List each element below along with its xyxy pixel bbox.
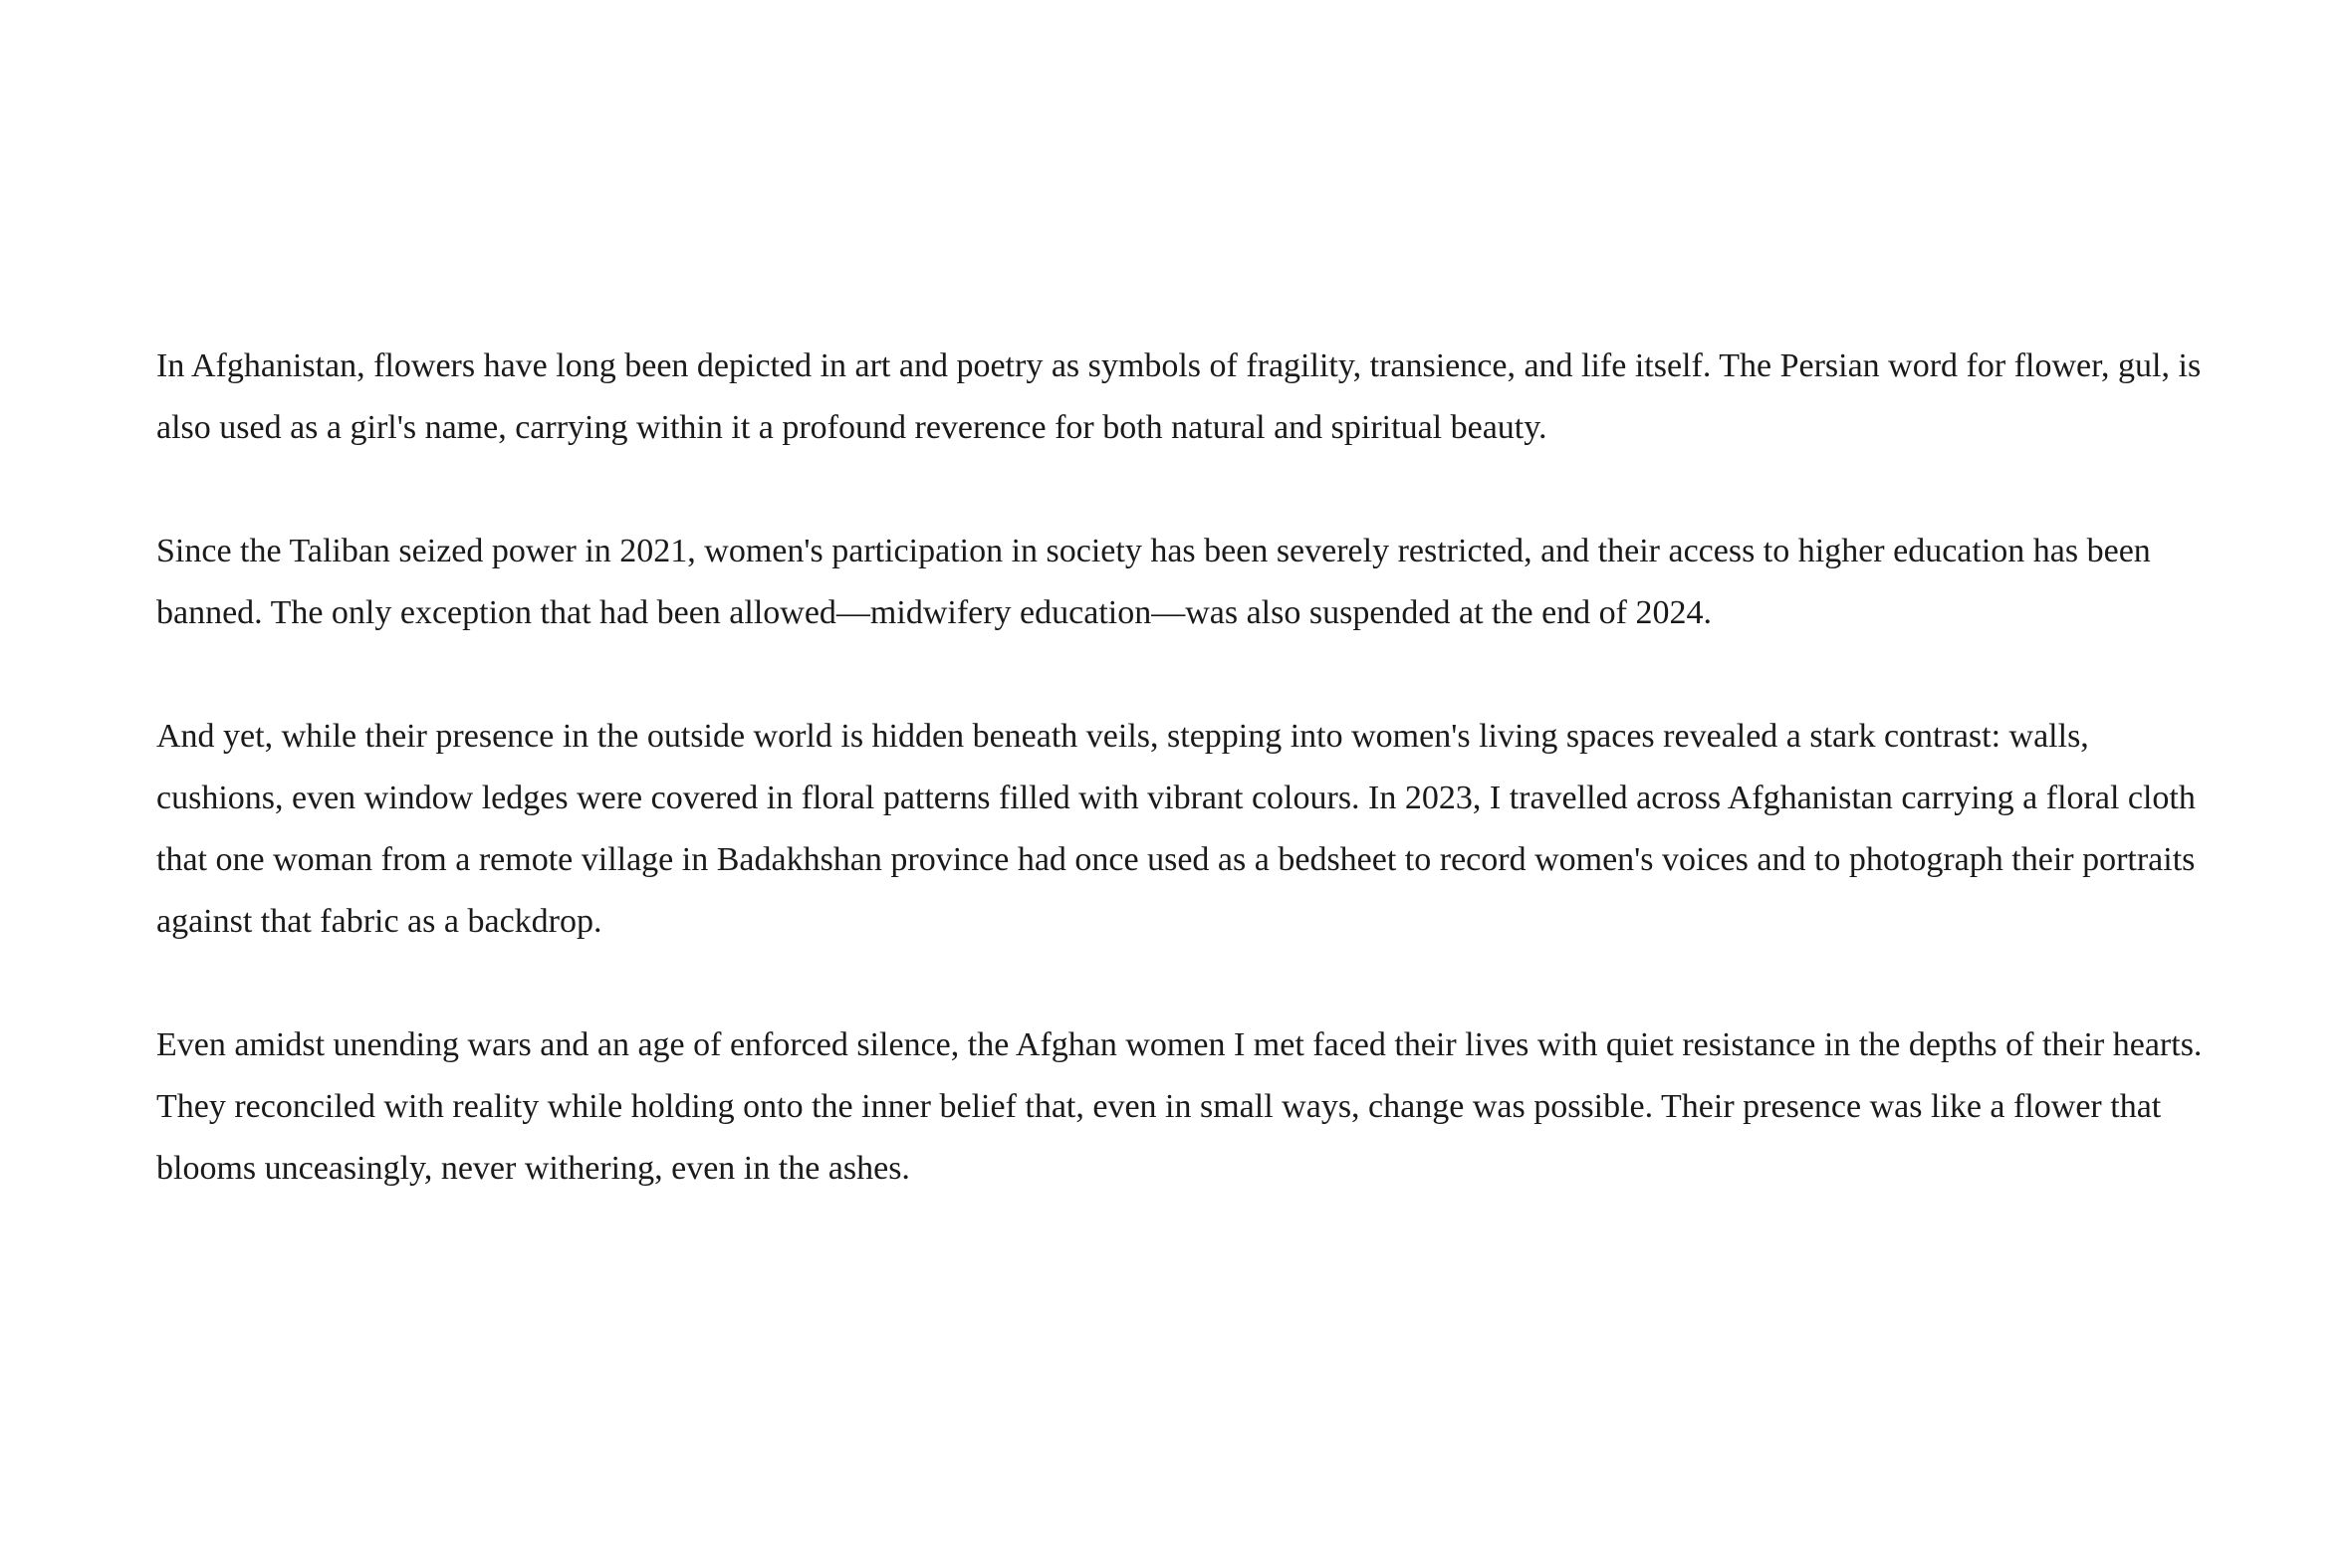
- body-text: [156, 336, 2218, 1200]
- paragraph-flowers-symbolism: In Afghanistan, flowers have long been depicted in art and poetry as symbols of fragility, transience, and life itself. The Persian word for flower, gul, is also used as a girl's name, carrying within it a profound reverence for both natural and spiritual beauty.: [156, 347, 2202, 446]
- paragraph-taliban-restrictions: Since the Taliban seized power in 2021, women's participation in society has been severely restricted, and their access to higher education has been banned. The only exception that had been allowed—midwifery education—was also suspended at the end of 2024.: [156, 533, 2151, 631]
- paragraph-floral-cloth-project: And yet, while their presence in the outside world is hidden beneath veils, stepping into women's living spaces revealed a stark contrast: walls, cushions, even window ledges were covered in floral patterns filled with vibrant colours. In 2023, I travelled across Afghanistan carrying a floral cloth that one woman from a remote village in Badakhshan province had once used as a bedsheet to record women's voices and to photograph their portraits against that fabric as a backdrop.: [156, 718, 2196, 940]
- paragraph-quiet-resistance: Even amidst unending wars and an age of enforced silence, the Afghan women I met faced their lives with quiet resistance in the depths of their hearts. They reconciled with reality while holding onto the inner belief that, even in small ways, change was possible. Their presence was like a flower that blooms unceasingly, never withering, even in the ashes.: [156, 1026, 2203, 1187]
